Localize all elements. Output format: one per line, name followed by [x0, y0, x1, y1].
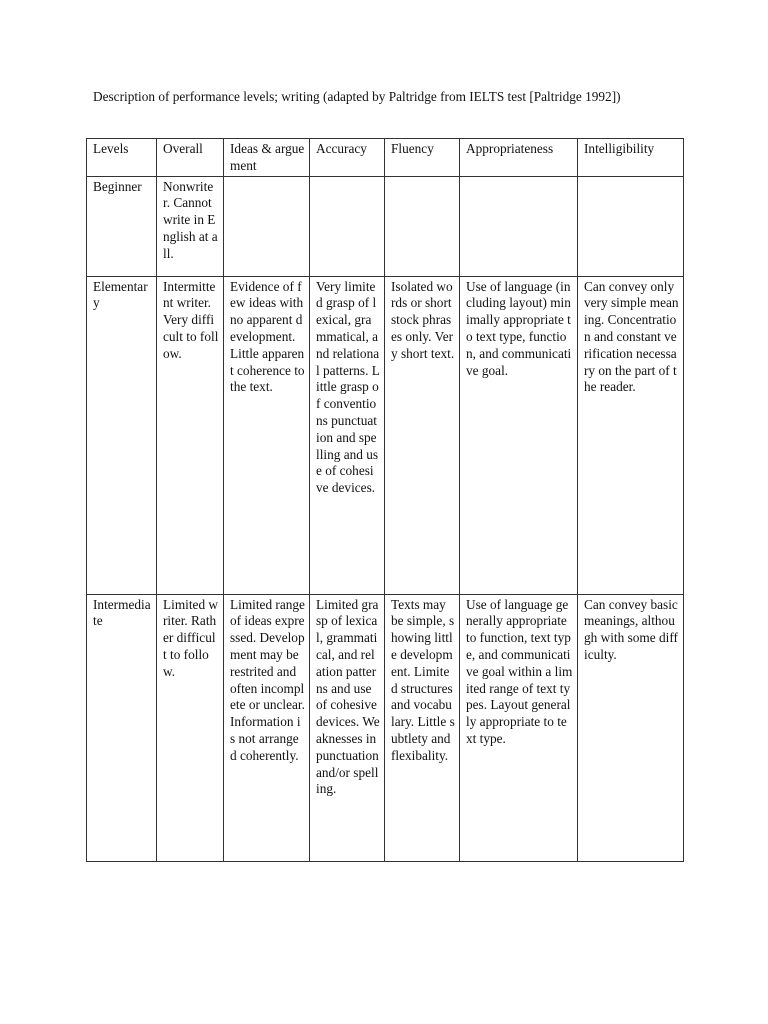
cell-accuracy: Very limited grasp of lexical, grammatical, and relational patterns. Little grasp of conventions punctuation and spelling and use of cohesive devices.	[310, 276, 385, 594]
header-intelligibility: Intelligibility	[578, 139, 684, 177]
cell-accuracy	[310, 176, 385, 276]
document-caption: Description of performance levels; writing (adapted by Paltridge from IELTS test [Paltridge 1992])	[93, 89, 621, 104]
table-row	[87, 176, 684, 276]
cell-fluency	[385, 176, 460, 276]
header-appropriateness: Appropriateness	[460, 139, 578, 177]
cell-fluency: Texts may be simple, showing little development. Limited structures and vocabulary. Little subtlety and flexibality.	[385, 594, 460, 861]
header-fluency: Fluency	[385, 139, 460, 177]
cell-overall: Nonwriter. Cannot write in English at all.	[157, 176, 224, 276]
cell-intelligibility: Can convey basic meanings, although with some difficulty.	[578, 594, 684, 861]
cell-fluency: Isolated words or short stock phrases only. Very short text.	[385, 276, 460, 594]
table-row	[87, 276, 684, 594]
cell-overall: Intermittent writer. Very difficult to follow.	[157, 276, 224, 594]
header-accuracy: Accuracy	[310, 139, 385, 177]
cell-ideas	[224, 176, 310, 276]
performance-levels-table	[86, 138, 684, 862]
cell-intelligibility	[578, 176, 684, 276]
cell-appropriateness	[460, 176, 578, 276]
table-row	[87, 594, 684, 861]
cell-ideas: Limited range of ideas expressed. Development may be restrited and often incomplete or unclear. Information is not arranged coherently.	[224, 594, 310, 861]
cell-ideas: Evidence of few ideas with no apparent development. Little apparent coherence to the text.	[224, 276, 310, 594]
header-ideas: Ideas & arguement	[224, 139, 310, 177]
cell-appropriateness: Use of language generally appropriate to function, text type, and communicative goal within a limited range of text types. Layout generally appropriate to text type.	[460, 594, 578, 861]
cell-level: Elementary	[87, 276, 157, 594]
cell-overall: Limited writer. Rather difficult to follow.	[157, 594, 224, 861]
cell-accuracy: Limited grasp of lexical, grammatical, and relation patterns and use of cohesive devices. Weaknesses in punctuation and/or spelling.	[310, 594, 385, 861]
table-header-row	[87, 139, 684, 177]
cell-appropriateness: Use of language (including layout) minimally appropriate to text type, function, and communicative goal.	[460, 276, 578, 594]
cell-level: Beginner	[87, 176, 157, 276]
cell-intelligibility: Can convey only very simple meaning. Concentration and constant verification necessary on the part of the reader.	[578, 276, 684, 594]
header-levels: Levels	[87, 139, 157, 177]
cell-level: Intermediate	[87, 594, 157, 861]
header-overall: Overall	[157, 139, 224, 177]
